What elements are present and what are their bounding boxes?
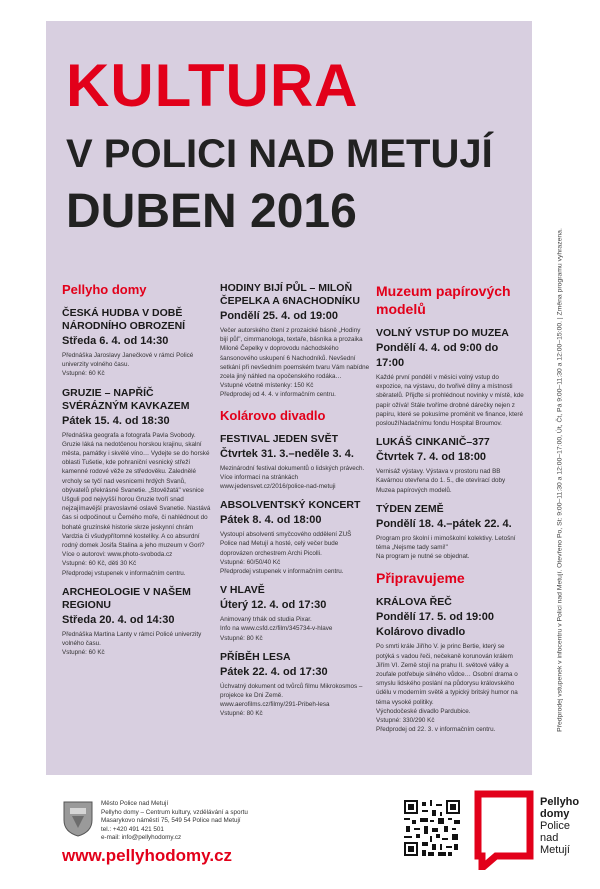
website-link[interactable]: www.pellyhodomy.cz xyxy=(62,846,233,865)
event-title: KRÁLOVA ŘEČ xyxy=(376,596,452,609)
event xyxy=(220,433,370,492)
poster-month: DUBEN 2016 xyxy=(66,185,357,238)
logo-wordmark xyxy=(540,796,579,856)
footer-line: tel.: +420 491 421 501 xyxy=(101,825,164,833)
event-theatre: Východočeské divadlo Pardubice. xyxy=(376,707,471,715)
event-price: Vstupné: 330/290 Kč Předprodej od 22. 3. v informačním centru. xyxy=(376,717,496,734)
event xyxy=(220,282,370,400)
event-title: LUKÁŠ CINKANIČ–377 xyxy=(376,436,490,449)
event-date: Středa 20. 4. od 14:30 xyxy=(62,613,175,626)
event-date: Pondělí 17. 5. od 19:00 xyxy=(376,611,494,624)
event-date: Pondělí 25. 4. od 19:00 xyxy=(220,310,338,322)
event-date: Čtvrtek 31. 3.–neděle 3. 4. xyxy=(220,447,354,460)
event-body: Každé první pondělí v měsíci volný vstup do expozice, na výstavu, do tvořivé dílny a místnosti sběratelů. Přijďte si prohlédnout novinky v místě, kde papír ožívá! Stále tvoříme drobné dárečky nejen z papíru, které se pokusíme proměnit ve finance, které posloužíNadačnímu fondu Hospital Broumov. xyxy=(376,374,524,428)
event-body: Přednáška Jaroslavy Janečkové v rámci Policé univerzity volného času. Vstupné: 60 Kč xyxy=(62,352,194,378)
event xyxy=(220,499,370,576)
column-pellyho-domy xyxy=(62,282,212,665)
logo-line: Metují xyxy=(540,844,570,856)
event xyxy=(62,307,212,379)
event-date: Pondělí 4. 4. od 9:00 do 17:00 xyxy=(376,342,499,369)
event-body: Přednáška geografa a fotografa Pavla Svobody. Gruzie láká na nedotčenou horskou krajinu, skalní města, památky i skvělé víno… Vydejte se do horské oblasti Tušetie, kde pohraniční vesnický střeží kamenné rodové věže ze středověku. Zalednělé vrcholy se tyčí nad vesnicemi hrdých Svanů, obývatelů překrásné Svanetie. „Stověžatá" vesnice Ušguli pod nejvyšší horou Gruzie tvoří snad nejzajímavější pravoslavné oslavě Svanetie. Nastává čas si odpočinout u Černého moře, či nahlédnout do bohaté gruzínské historie skrze jeskynní chrám Vardzia či všudypřítomné kostelíky. A co absurdní rodný domek Josifa Stalina a jeho muzeum v Gori? Více o autorovi: www.photo-svoboda.cz Vstupné: 60 Kč, děti 30 Kč Předprodej vstupenek v informačním centru. xyxy=(62,431,211,577)
event-title: ARCHEOLOGIE V NAŠEM REGIONU xyxy=(62,585,191,611)
logo-line: nad xyxy=(540,832,559,844)
event xyxy=(62,586,212,658)
event-title: V HLAVĚ xyxy=(220,584,265,597)
event xyxy=(220,584,370,643)
event xyxy=(220,651,370,719)
event-title: GRUZIE – NAPŘÍČ SVÉRÁZNÝM KAVKAZEM xyxy=(62,386,190,412)
footer-line: Město Police nad Metují xyxy=(101,800,169,807)
event-body: Mezinárodní festival dokumentů o lidských právech. Více informací na stránkách www.jedensvet.cz/2016/police-nad-metuji xyxy=(220,464,365,491)
poster-title: KULTURA xyxy=(66,52,359,119)
pellyho-domy-logo-icon xyxy=(474,790,534,870)
event-date: Pátek 15. 4. od 18:30 xyxy=(62,414,170,427)
section-heading: Muzeum papírových modelů xyxy=(376,283,511,317)
event-date: Úterý 12. 4. od 17:30 xyxy=(220,599,327,612)
column-muzeum xyxy=(376,282,524,742)
logo-line: Pellyho xyxy=(540,796,580,808)
section-heading: Pellyho domy xyxy=(62,282,147,297)
event-title: TÝDEN ZEMĚ xyxy=(376,502,444,515)
footer-line: e-mail: info@pellyhodomy.cz xyxy=(101,834,182,841)
qr-code-icon xyxy=(404,800,460,856)
poster-town: V POLICI NAD METUJÍ xyxy=(66,132,493,176)
event-date: Pondělí 18. 4.–pátek 22. 4. xyxy=(376,517,512,530)
event xyxy=(376,327,524,428)
event-title: ABSOLVENTSKÝ KONCERT xyxy=(220,499,361,512)
event-title: PŘÍBĚH LESA xyxy=(220,650,291,663)
event-title: FESTIVAL JEDEN SVĚT xyxy=(220,432,339,445)
event-date: Pátek 8. 4. od 18:00 xyxy=(220,514,322,527)
event-body: Úchvatný dokument od tvůrců filmu Mikrokosmos – projekce ke Dni Země. www.aerofilms.cz/filmy/291-Pribeh-lesa Vstupné: 80 Kč xyxy=(220,682,363,718)
event-body: Vystoupí absolventi smyčcového oddělení ZUŠ Police nad Metují a hosté, celý večer bude doprovázen orchestrem Archi Picolli. Vstupné: 60/50/40 Kč Předprodej vstupenek v informačním centru. xyxy=(220,531,352,576)
event-venue: Kolárovo divadlo xyxy=(376,626,466,639)
section-heading: Kolárovo divadlo xyxy=(220,407,326,423)
event-body: Po smrti krále Jiřího V. je princ Bertie, který se potýká s vadou řeči, nečekaně korunován králem Jiřím VI. Země stojí na prahu II. světové války a zoufale potřebuje silného vůdce… Osobní drama o smyslu lidského poslání na půdorysu královského údělu v moderním světě a typický britský humor na téma vysoké politiky. xyxy=(376,643,518,706)
event xyxy=(62,387,212,578)
event-body: Animovaný trhák od studia Pixar. Info na www.csfd.cz/film/345734-v-hlave Vstupné: 80 Kč xyxy=(220,616,333,642)
footer-line: Masarykovo náměstí 75, 549 54 Police nad Metují xyxy=(101,817,241,824)
event-body: Přednáška Martina Lanty v rámci Policé univerzity volného času. Vstupné: 60 Kč xyxy=(62,630,202,657)
footer-line: Pellyho domy – Centrum kultury, vzdělávání a sportu xyxy=(101,808,248,816)
event-date: Čtvrtek 7. 4. od 18:00 xyxy=(376,451,487,464)
town-crest-icon xyxy=(62,800,94,838)
logo-line: Police xyxy=(540,820,570,832)
event xyxy=(376,596,524,734)
column-middle xyxy=(220,282,370,727)
event xyxy=(376,503,524,562)
event-date: Pátek 22. 4. od 17:30 xyxy=(220,665,328,678)
footer-contact xyxy=(101,800,248,843)
event-date: Středa 6. 4. od 14:30 xyxy=(62,335,169,347)
side-note-text: Předprodej vstupenek v infocentru v Polici nad Metují. Otevřeno Po, St: 9:00–11:30 a 12:00–17:00, Út, Čt, Pá 9:00–11:30 a 12:00–15:00. | Změna programu vyhrazena. xyxy=(556,228,564,732)
event-title: HODINY BIJÍ PŮL – MILOŇ ČEPELKA A 6NACHODNÍKU xyxy=(220,282,361,307)
event-body: Program pro školní i mimoškolní kolektivy. Letošní téma „Nejsme tady sami!" Na program je nutné se objednat. xyxy=(376,534,516,561)
event-title: VOLNÝ VSTUP DO MUZEA xyxy=(376,327,509,339)
event-title: ČESKÁ HUDBA V DOBĚ NÁRODNÍHO OBROZENÍ xyxy=(62,307,186,332)
event-body: Vernisáž výstavy. Výstava v prostoru nad BB Kavárnou otevřena do 1. 5., dle otevírací doby Muzea papírových modelů. xyxy=(376,468,506,494)
event xyxy=(376,436,524,495)
logo-line: domy xyxy=(540,808,570,820)
event-body: Večer autorského čtení z prozaické básně „Hodiny bijí půl", cimrmanologa, textaře, básníka a prozaika Miloně Čepelky v doprovodu náchodského šansonového uskupení 6 Nachodníků. Nevšední setkání při nevšedním poemském tvaru Vám nabídne zcela jiný náhled na opočenského rodáka… Vstupné včetně místenky: 150 Kč Předprodej od 4. 4. v informačním centru. xyxy=(220,327,370,399)
section-heading: Připravujeme xyxy=(376,570,465,587)
